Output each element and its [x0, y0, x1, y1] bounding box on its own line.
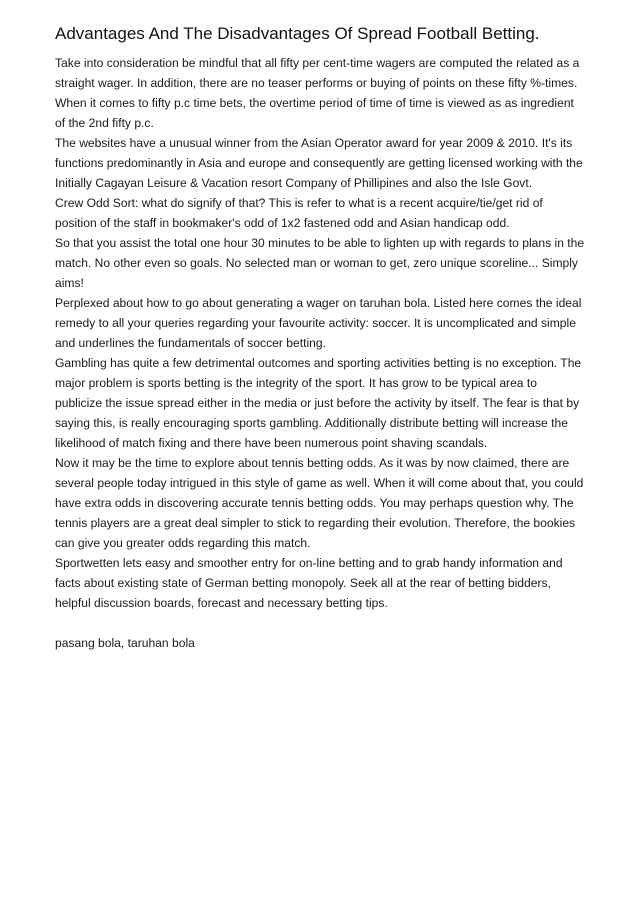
paragraph: The websites have a unusual winner from the Asian Operator award for year 2009 & 2010. It's its functions predominantly in Asia and europe and consequently are getting licensed working with the Initially Cagayan Leisure & Vacation resort Company of Phillipines and also the Isle Govt. [55, 136, 583, 190]
document-body [55, 53, 585, 613]
paragraph: So that you assist the total one hour 30 minutes to be able to lighten up with regards to plans in the match. No other even so goals. No selected man or woman to get, zero unique scoreline... Simply aims! [55, 236, 585, 290]
paragraph: Gambling has quite a few detrimental outcomes and sporting activities betting is no exception. The major problem is sports betting is the integrity of the sport. It has grow to be typical area to publicize the issue spread either in the media or just before the activity by itself. The fear is that by saying this, is really encouraging sports gambling. Additionally distribute betting will increase the likelihood of match fixing and there have been numerous point shaving scandals. [55, 356, 582, 450]
paragraph: Take into consideration be mindful that all fifty per cent-time wagers are computed the related as a straight wager. In addition, there are no teaser performs or buying of points on these fifty %-times. When it comes to fifty p.c time bets, the overtime period of time of time is viewed as as ingredient of the 2nd fifty p.c. [55, 56, 580, 130]
paragraph: Perplexed about how to go about generating a wager on taruhan bola. Listed here comes the ideal remedy to all your queries regarding your favourite activity: soccer. It is uncomplicated and simple and underlines the fundamentals of soccer betting. [55, 296, 582, 350]
tags-line: pasang bola, taruhan bola [55, 636, 195, 650]
document-title: Advantages And The Disadvantages Of Spread Football Betting. [55, 24, 540, 43]
paragraph: Crew Odd Sort: what do signify of that? This is refer to what is a recent acquire/tie/get rid of position of the staff in bookmaker's odd of 1x2 fastened odd and Asian handicap odd. [55, 196, 543, 230]
document-page [55, 24, 585, 653]
paragraph: Sportwetten lets easy and smoother entry for on-line betting and to grab handy information and facts about existing state of German betting monopoly. Seek all at the rear of betting bidders, helpful discussion boards, forecast and necessary betting tips. [55, 556, 563, 610]
paragraph: Now it may be the time to explore about tennis betting odds. As it was by now claimed, there are several people today intrigued in this style of game as well. When it will come about that, you could have extra odds in discovering accurate tennis betting odds. You may perhaps question why. The tennis players are a great deal simpler to stick to regarding their evolution. Therefore, the bookies can give you greater odds regarding this match. [55, 456, 584, 550]
